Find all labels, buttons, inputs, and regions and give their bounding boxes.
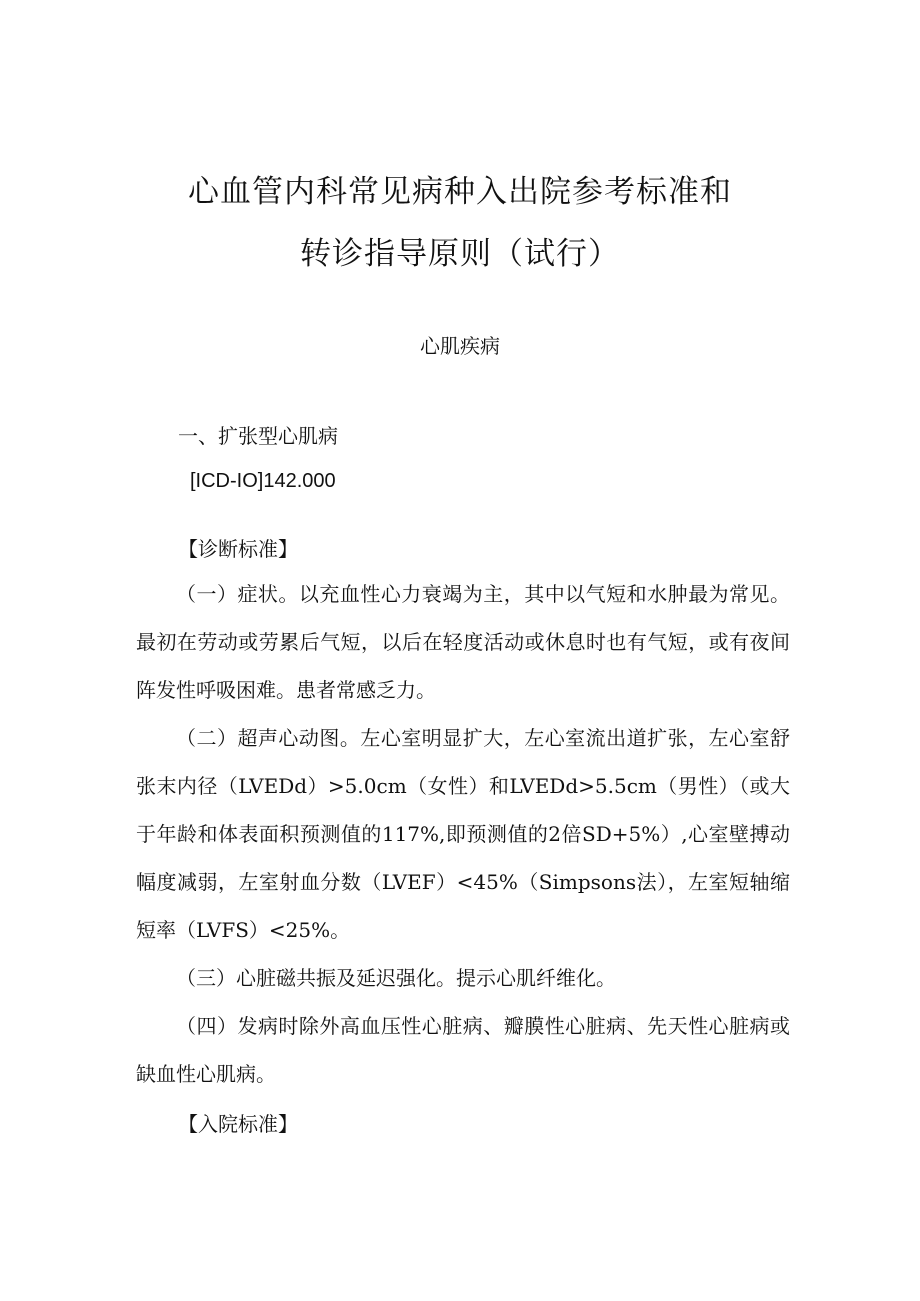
paragraph-exclusion: （四）发病时除外高血压性心脏病、瓣膜性心脏病、先天性心脏病或缺血性心肌病。 — [136, 1014, 790, 1086]
paragraph-echocardiography: （二）超声心动图。左心室明显扩大，左心室流出道扩张，左心室舒张末内径（LVEDd）>5.0cm（女性）和LVEDd>5.5cm（男性）（或大于年龄和体表面积预测值的117%,即预测值的2倍SD+5%）,心室壁搏动幅度减弱，左室射血分数（LVEF）<45%（Simpsons法），左室短轴缩短率（LVFS）<25%。 — [136, 726, 790, 942]
document-title-line-2: 转诊指导原则（试行） — [300, 236, 620, 272]
section-heading: 一、扩张型心肌病 — [178, 424, 338, 448]
paragraph-symptoms: （一）症状。以充血性心力衰竭为主，其中以气短和水肿最为常见。最初在劳动或劳累后气短，以后在轻度活动或休息时也有气短，或有夜间阵发性呼吸困难。患者常感乏力。 — [136, 582, 790, 702]
document-title-line-1: 心血管内科常见病种入出院参考标准和 — [188, 174, 732, 210]
icd-code: [ICD-IO]142.000 — [190, 470, 336, 492]
chapter-title: 心肌疾病 — [420, 334, 500, 358]
paragraph-cardiac-mri: （三）心脏磁共振及延迟强化。提示心肌纤维化。 — [176, 966, 616, 990]
diagnosis-criteria-heading: 【诊断标准】 — [178, 537, 298, 561]
admission-criteria-heading: 【入院标准】 — [178, 1112, 298, 1136]
